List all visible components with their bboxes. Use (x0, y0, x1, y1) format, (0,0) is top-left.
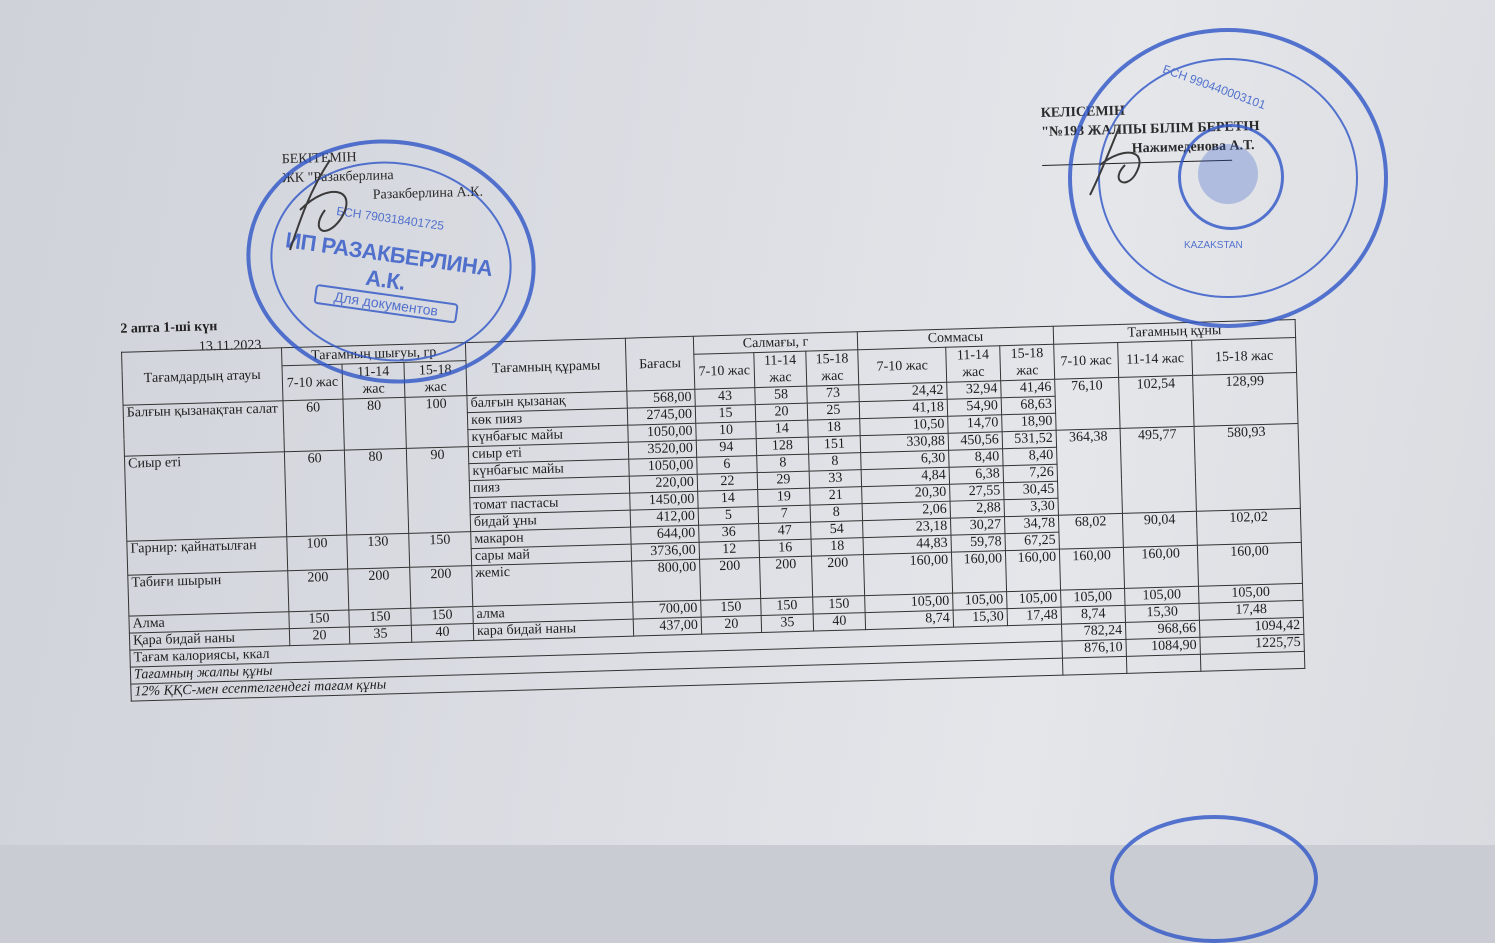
ingredient-name: көк пияз (467, 408, 627, 429)
week-day: 2 апта 1-ші күн (120, 319, 218, 337)
header-age: 15-18 жас (806, 350, 859, 386)
ingredient-weight: 16 (759, 539, 811, 557)
ingredient-sum: 68,63 (1001, 396, 1055, 415)
ingredient-weight: 200 (812, 555, 865, 597)
dish-price: 105,00 (1061, 588, 1125, 607)
dish-output: 200 (348, 567, 411, 610)
dish-output: 100 (287, 535, 348, 571)
ingredient-weight: 18 (808, 419, 860, 437)
dish-output: 200 (410, 566, 473, 609)
dish-output: 100 (405, 396, 468, 449)
partial-stamp (1110, 815, 1318, 943)
dish-output: 40 (411, 624, 473, 643)
ingredient-weight: 47 (759, 522, 811, 540)
dish-name: Балғын қызанақтан салат (123, 401, 284, 456)
dish-output: 90 (406, 447, 470, 534)
ingredient-price: 1050,00 (629, 457, 697, 476)
header-weight: Салмағы, г (693, 332, 857, 355)
ingredient-sum: 20,30 (862, 484, 950, 503)
dish-name: Қара бидай наны (129, 629, 289, 650)
ingredient-weight: 25 (807, 402, 859, 420)
ingredient-sum: 6,38 (949, 466, 1003, 485)
ingredient-sum: 4,84 (861, 467, 949, 486)
ingredient-weight: 15 (695, 405, 755, 424)
ingredient-sum: 14,70 (948, 415, 1002, 434)
dish-price: 160,00 (1059, 547, 1124, 590)
ingredient-price: 2745,00 (627, 406, 695, 425)
ingredient-weight: 150 (761, 597, 813, 615)
ingredient-name: макарон (471, 527, 631, 548)
ingredient-weight: 5 (698, 507, 758, 526)
signature-left (270, 150, 380, 260)
ingredient-weight: 7 (758, 505, 810, 523)
dish-output: 60 (284, 450, 346, 537)
dish-name: Сиыр еті (124, 452, 286, 541)
dish-output: 80 (344, 448, 408, 535)
approval-left-heading: БЕКІТЕМІН (281, 150, 357, 168)
ingredient-sum: 2,06 (862, 501, 950, 520)
header-age: 7-10 жас (282, 364, 343, 401)
dish-price: 364,38 (1056, 428, 1122, 515)
ip-stamp-bin: БСН 790318401725 (335, 203, 445, 233)
ingredient-sum: 3,30 (1004, 498, 1058, 517)
ingredient-weight: 21 (810, 487, 862, 505)
header-age: 15-18 жас (1192, 337, 1297, 375)
ingredient-weight: 73 (807, 385, 859, 403)
header-price: Бағасы (625, 336, 694, 391)
ingredient-sum: 30,45 (1004, 481, 1058, 500)
ingredient-sum: 67,25 (1005, 532, 1059, 551)
dish-name: Гарнир: қайнатылған (127, 537, 288, 575)
menu-date: 13.11.2023 (198, 337, 262, 355)
ingredient-name: кара бидай наны (473, 619, 633, 640)
dish-price: 160,00 (1123, 545, 1198, 588)
dish-price: 102,02 (1196, 508, 1301, 545)
dish-output: 60 (283, 399, 344, 452)
dish-output: 150 (409, 532, 472, 568)
ingredient-sum: 44,83 (863, 535, 951, 554)
ingredient-sum: 41,18 (859, 399, 947, 418)
ingredient-weight: 8 (757, 454, 809, 472)
ingredient-weight: 22 (697, 473, 757, 492)
ingredient-price: 3520,00 (628, 440, 696, 459)
ingredient-price: 644,00 (631, 525, 699, 544)
ingredient-sum: 54,90 (947, 398, 1001, 417)
ingredient-name: сары май (471, 544, 631, 565)
ingredient-sum: 105,00 (865, 593, 953, 612)
ingredient-sum: 160,00 (951, 551, 1006, 593)
ingredient-weight: 20 (755, 403, 807, 421)
ingredient-sum: 10,50 (860, 416, 948, 435)
ingredient-sum: 23,18 (863, 518, 951, 537)
total-value (1062, 656, 1126, 675)
ingredient-weight: 200 (700, 558, 761, 601)
total-value (1200, 651, 1304, 671)
dish-price: 495,77 (1120, 426, 1196, 513)
total-label: Тағам калориясы, ккал (130, 624, 1062, 667)
header-dish-price: Тағамның құны (1053, 319, 1295, 344)
dish-name: Алма (129, 612, 289, 633)
ingredient-price: 568,00 (627, 389, 695, 408)
ingredient-sum: 34,78 (1004, 515, 1058, 534)
ingredient-weight: 54 (811, 521, 863, 539)
dish-price: 15,30 (1125, 603, 1199, 622)
dish-price: 90,04 (1122, 511, 1197, 547)
ingredient-weight: 150 (813, 596, 865, 614)
header-output: Тағамның шығуы, гр (281, 343, 465, 366)
ingredient-sum: 8,40 (949, 449, 1003, 468)
dish-price: 105,00 (1125, 586, 1199, 605)
ingredient-weight: 128 (756, 437, 808, 455)
dish-output: 80 (343, 397, 406, 450)
ingredient-weight: 200 (760, 556, 813, 598)
header-sum: Соммасы (857, 326, 1053, 349)
dish-price: 102,54 (1119, 375, 1194, 428)
dish-price: 128,99 (1193, 372, 1298, 426)
total-label: 12% ҚҚС-мен есептелгендегі тағам құны (131, 658, 1063, 701)
header-age: 7-10 жас (1054, 342, 1119, 379)
signature-right (1080, 120, 1170, 200)
total-value: 968,66 (1125, 620, 1199, 639)
total-value: 1225,75 (1200, 634, 1304, 654)
ingredient-weight: 12 (699, 541, 759, 560)
ingredient-sum: 8,40 (1003, 447, 1057, 466)
ingredient-weight: 18 (811, 538, 863, 556)
ingredient-price: 700,00 (633, 600, 701, 619)
ingredient-sum: 160,00 (1005, 549, 1060, 591)
ingredient-sum: 2,88 (950, 500, 1004, 519)
ingredient-sum: 531,52 (1002, 430, 1056, 449)
total-label: Тағамның жалпы құны (130, 641, 1062, 684)
approval-right-org: "№193 ЖАЛПЫ БІЛІМ БЕРЕТІН (1041, 118, 1260, 141)
dish-price: 17,48 (1199, 600, 1303, 620)
ingredient-sum: 450,56 (948, 432, 1002, 451)
dish-price: 68,02 (1058, 513, 1123, 549)
ingredient-price: 1450,00 (630, 491, 698, 510)
emblem-sun-icon (1198, 144, 1258, 204)
total-value (1126, 654, 1200, 673)
ingredient-sum: 59,78 (951, 534, 1005, 553)
ingredient-weight: 14 (698, 490, 758, 509)
ingredient-weight: 8 (810, 504, 862, 522)
ingredient-name: томат пастасы (470, 493, 630, 514)
ingredient-sum: 32,94 (947, 381, 1001, 400)
header-composition: Тағамның құрамы (465, 338, 626, 395)
dish-output: 150 (289, 610, 349, 629)
ingredient-sum: 15,30 (953, 609, 1007, 628)
dish-price: 76,10 (1055, 377, 1120, 430)
ingredient-weight: 151 (808, 436, 860, 454)
ingredient-sum: 8,74 (865, 610, 953, 629)
header-age: 11-14 жас (754, 351, 807, 387)
ingredient-weight: 33 (809, 470, 861, 488)
header-age: 7-10 жас (694, 353, 755, 390)
ingredient-weight: 10 (696, 422, 756, 441)
ingredient-weight: 94 (696, 439, 756, 458)
ingredient-weight: 150 (701, 599, 761, 618)
ingredient-name: күнбағыс майы (468, 425, 628, 446)
header-age: 11-14 жас (946, 346, 1001, 382)
ingredient-sum: 27,55 (950, 483, 1004, 502)
dish-output: 35 (349, 625, 411, 644)
ingredient-sum: 105,00 (953, 592, 1007, 611)
school-stamp-bin: БСН 990440003101 (1160, 61, 1268, 113)
dish-price: 105,00 (1199, 583, 1303, 603)
ingredient-sum: 18,90 (1002, 413, 1056, 432)
ingredient-sum: 30,27 (951, 517, 1005, 536)
dish-price: 8,74 (1061, 605, 1125, 624)
ingredient-weight: 29 (757, 471, 809, 489)
ingredient-price: 3736,00 (631, 542, 699, 561)
ingredient-weight: 36 (699, 524, 759, 543)
header-age: 7-10 жас (858, 347, 947, 384)
ingredient-price: 437,00 (633, 617, 701, 636)
approval-right-heading: КЕЛІСЕМІН (1040, 103, 1126, 122)
total-value: 1084,90 (1126, 637, 1200, 656)
ip-stamp-name: ИП РАЗАКБЕРЛИНА А.К. (283, 227, 495, 296)
ingredient-price: 800,00 (632, 559, 701, 602)
ingredient-sum: 105,00 (1007, 590, 1061, 609)
dish-output: 130 (347, 533, 410, 569)
approval-right-signer: Нажимеденова А.Т. (1131, 138, 1255, 157)
header-age: 15-18 жас (1000, 344, 1055, 380)
ip-stamp-sub: Для документов (313, 284, 458, 324)
ingredient-name: жеміс (472, 561, 633, 606)
dish-output: 200 (288, 569, 349, 612)
ingredient-name: күнбағыс майы (469, 459, 629, 480)
ingredient-weight: 14 (756, 420, 808, 438)
dish-output: 150 (349, 608, 411, 627)
dish-name: Табиғи шырын (128, 571, 289, 616)
ingredient-weight: 8 (809, 453, 861, 471)
ingredient-weight: 35 (761, 614, 813, 632)
ingredient-name: сиыр еті (468, 442, 628, 463)
total-value: 782,24 (1062, 622, 1126, 641)
dish-output: 20 (289, 627, 349, 646)
ingredient-name: бидай ұны (470, 510, 630, 531)
dish-price: 160,00 (1197, 542, 1302, 586)
dish-price: 580,93 (1194, 423, 1300, 511)
header-dish-name: Тағамдардың атауы (122, 348, 283, 405)
ingredient-price: 220,00 (629, 474, 697, 493)
ingredient-weight: 43 (695, 388, 755, 407)
ingredient-weight: 6 (697, 456, 757, 475)
ingredient-price: 1050,00 (628, 423, 696, 442)
header-age: 11-14 жас (342, 362, 405, 399)
school-stamp-country: KAZAKSTAN (1184, 240, 1243, 251)
ingredient-price: 412,00 (630, 508, 698, 527)
header-age: 15-18 жас (404, 361, 467, 398)
ingredient-sum: 17,48 (1007, 607, 1061, 626)
ingredient-weight: 40 (813, 613, 865, 631)
ingredient-weight: 19 (758, 488, 810, 506)
ingredient-weight: 58 (755, 386, 807, 404)
menu-table (121, 319, 1305, 702)
ingredient-sum: 7,26 (1003, 464, 1057, 483)
ingredient-name: балғын қызанақ (467, 391, 627, 412)
ingredient-sum: 160,00 (863, 552, 952, 595)
total-value: 1094,42 (1199, 617, 1303, 637)
ingredient-weight: 20 (701, 616, 761, 635)
header-age: 11-14 жас (1118, 340, 1193, 377)
dish-output: 150 (411, 607, 473, 626)
ingredient-sum: 24,42 (859, 382, 947, 401)
ingredient-name: пияз (469, 476, 629, 497)
ingredient-sum: 41,46 (1001, 379, 1055, 398)
approval-left-person: ЖК "Разакберлина (282, 168, 394, 187)
ingredient-sum: 6,30 (861, 450, 949, 469)
ingredient-name: алма (473, 602, 633, 623)
total-value: 876,10 (1062, 639, 1126, 658)
approval-left-signer: Разакберлина А.К. (372, 184, 484, 203)
ingredient-sum: 330,88 (860, 433, 948, 452)
